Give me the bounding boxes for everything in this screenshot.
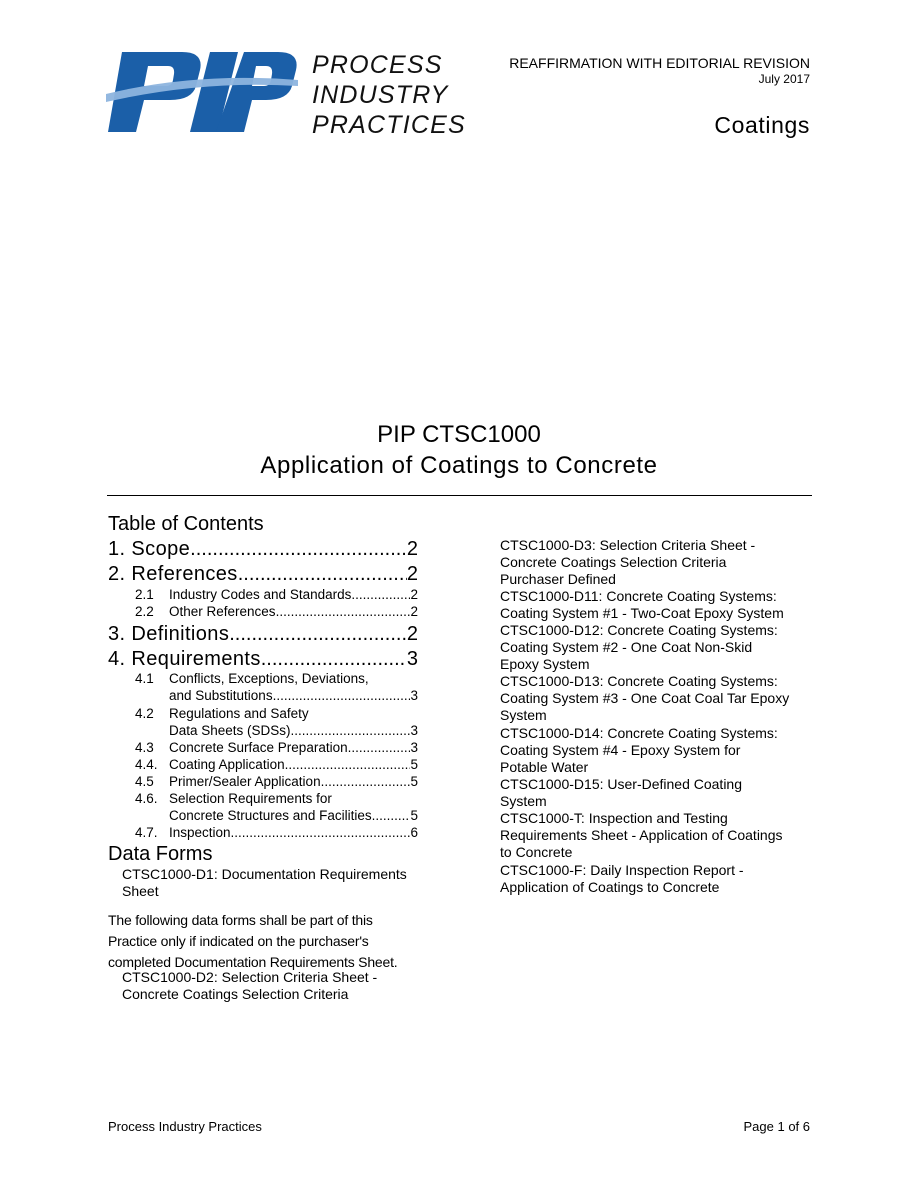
toc-section-label: 2. References bbox=[108, 563, 238, 585]
data-form-line: CTSC1000-D12: Concrete Coating Systems: bbox=[500, 622, 778, 638]
data-form-f[interactable] bbox=[500, 862, 744, 896]
toc-subsection-label: Concrete Surface Preparation bbox=[169, 740, 348, 755]
data-form-line: Purchaser Defined bbox=[500, 571, 616, 587]
data-form-line: System bbox=[500, 707, 547, 723]
logo-word-industry: INDUSTRY bbox=[312, 81, 449, 109]
toc-section-scope[interactable] bbox=[108, 537, 418, 561]
toc-page-number: 2 bbox=[406, 623, 418, 645]
toc-subsection-label: Primer/Sealer Application bbox=[169, 774, 321, 789]
toc-leader bbox=[348, 739, 411, 756]
data-form-d1[interactable] bbox=[122, 866, 407, 900]
data-form-d2[interactable] bbox=[122, 969, 377, 1003]
footer-publisher: Process Industry Practices bbox=[108, 1119, 262, 1134]
toc-leader bbox=[261, 647, 407, 671]
data-form-line: Potable Water bbox=[500, 759, 589, 775]
toc-subsection-4-3[interactable] bbox=[135, 739, 418, 756]
toc-subsection-4-1[interactable] bbox=[135, 670, 418, 704]
toc-subsection-number: 4.1 bbox=[135, 671, 154, 686]
toc-subsection-number: 4.7. bbox=[135, 825, 158, 840]
toc-subsection-4-2[interactable] bbox=[135, 705, 418, 739]
note-line: Practice only if indicated on the purchaser's bbox=[108, 933, 369, 949]
data-form-line: Requirements Sheet - Application of Coatings bbox=[500, 827, 783, 843]
data-form-t[interactable] bbox=[500, 810, 783, 861]
revision-status: REAFFIRMATION WITH EDITORIAL REVISION bbox=[509, 55, 810, 71]
toc-section-definitions[interactable] bbox=[108, 622, 418, 646]
toc-page-number: 2 bbox=[410, 604, 418, 619]
toc-leader bbox=[351, 586, 410, 603]
toc-page-number: 5 bbox=[410, 774, 418, 789]
toc-leader bbox=[229, 622, 407, 646]
data-form-d3[interactable] bbox=[500, 537, 755, 588]
toc-subsection-label: Coating Application bbox=[169, 757, 285, 772]
data-form-line: Application of Coatings to Concrete bbox=[500, 879, 720, 895]
toc-leader bbox=[372, 807, 411, 824]
toc-subsection-2-2[interactable] bbox=[135, 603, 418, 620]
toc-page-number: 3 bbox=[410, 723, 418, 738]
toc-subsection-label: Other References bbox=[169, 604, 276, 619]
toc-leader bbox=[273, 687, 411, 704]
logo-word-process: PROCESS bbox=[312, 51, 443, 79]
toc-subsection-number: 2.1 bbox=[135, 587, 154, 602]
data-forms-note bbox=[108, 910, 428, 973]
toc-subsection-label: Inspection bbox=[169, 825, 231, 840]
data-forms-heading: Data Forms bbox=[108, 843, 213, 865]
toc-subsection-number: 4.6. bbox=[135, 791, 158, 806]
toc-subsection-number: 4.5 bbox=[135, 774, 154, 789]
toc-leader bbox=[190, 537, 407, 561]
toc-subsection-number: 4.2 bbox=[135, 706, 154, 721]
toc-subsection-label: Conflicts, Exceptions, Deviations, bbox=[169, 671, 369, 686]
toc-subsection-label: Concrete Structures and Facilities bbox=[169, 808, 372, 823]
document-category: Coatings bbox=[714, 112, 810, 138]
toc-page-number: 3 bbox=[410, 688, 418, 703]
data-form-d15[interactable] bbox=[500, 776, 742, 810]
data-form-line: CTSC1000-D1: Documentation Requirements bbox=[122, 866, 407, 882]
data-form-d12[interactable] bbox=[500, 622, 778, 673]
document-title: Application of Coatings to Concrete bbox=[260, 452, 658, 479]
toc-leader bbox=[276, 603, 411, 620]
data-form-line: CTSC1000-D13: Concrete Coating Systems: bbox=[500, 673, 778, 689]
toc-leader bbox=[231, 824, 411, 841]
toc-page-number: 5 bbox=[410, 757, 418, 772]
data-form-d13[interactable] bbox=[500, 673, 789, 724]
data-form-line: Epoxy System bbox=[500, 656, 590, 672]
toc-section-label: 3. Definitions bbox=[108, 623, 230, 645]
toc-page-number: 2 bbox=[410, 587, 418, 602]
toc-leader bbox=[321, 773, 411, 790]
toc-section-requirements[interactable] bbox=[108, 647, 418, 671]
toc-section-label: 4. Requirements bbox=[108, 648, 261, 670]
toc-page-number: 6 bbox=[410, 825, 418, 840]
toc-leader bbox=[285, 756, 411, 773]
toc-heading: Table of Contents bbox=[108, 513, 264, 535]
footer-page-number: Page 1 of 6 bbox=[743, 1119, 810, 1134]
data-form-line: CTSC1000-D2: Selection Criteria Sheet - bbox=[122, 969, 378, 985]
toc-subsection-number: 4.4. bbox=[135, 757, 158, 772]
data-form-line: to Concrete bbox=[500, 844, 573, 860]
toc-subsection-4-6[interactable] bbox=[135, 790, 418, 824]
title-divider bbox=[107, 495, 812, 496]
data-form-d11[interactable] bbox=[500, 588, 784, 622]
data-form-line: Sheet bbox=[122, 883, 159, 899]
pip-logo-mark bbox=[106, 50, 298, 134]
toc-subsection-4-7[interactable] bbox=[135, 824, 418, 841]
toc-subsection-4-5[interactable] bbox=[135, 773, 418, 790]
toc-subsection-number: 4.3 bbox=[135, 740, 154, 755]
toc-page-number: 3 bbox=[406, 648, 418, 670]
revision-date: July 2017 bbox=[758, 72, 810, 86]
toc-subsection-2-1[interactable] bbox=[135, 586, 418, 603]
toc-page-number: 3 bbox=[410, 740, 418, 755]
toc-subsection-label: Selection Requirements for bbox=[169, 791, 332, 806]
toc-section-label: 1. Scope bbox=[108, 538, 191, 560]
toc-subsection-label: Industry Codes and Standards bbox=[169, 587, 352, 602]
note-line: The following data forms shall be part of this bbox=[108, 912, 373, 928]
data-form-d14[interactable] bbox=[500, 725, 778, 776]
toc-page-number: 2 bbox=[406, 563, 418, 585]
data-form-line: Coating System #1 - Two-Coat Epoxy System bbox=[500, 605, 784, 621]
toc-subsection-label: Regulations and Safety bbox=[169, 706, 309, 721]
toc-subsection-label: and Substitutions bbox=[169, 688, 273, 703]
data-form-line: CTSC1000-D11: Concrete Coating Systems: bbox=[500, 588, 777, 604]
data-form-line: Coating System #2 - One Coat Non-Skid bbox=[500, 639, 753, 655]
toc-leader bbox=[291, 722, 411, 739]
data-form-line: CTSC1000-D14: Concrete Coating Systems: bbox=[500, 725, 778, 741]
data-form-line: CTSC1000-D15: User-Defined Coating bbox=[500, 776, 742, 792]
data-form-line: Concrete Coatings Selection Criteria bbox=[122, 986, 349, 1002]
logo-wordmark bbox=[312, 50, 466, 140]
toc-page-number: 2 bbox=[406, 538, 418, 560]
toc-page-number: 5 bbox=[410, 808, 418, 823]
data-form-line: CTSC1000-D3: Selection Criteria Sheet - bbox=[500, 537, 756, 553]
note-line: completed Documentation Requirements Sheet. bbox=[108, 954, 398, 970]
data-form-line: System bbox=[500, 793, 547, 809]
data-form-line: CTSC1000-T: Inspection and Testing bbox=[500, 810, 728, 826]
document-code: PIP CTSC1000 bbox=[377, 421, 541, 448]
data-form-line: CTSC1000-F: Daily Inspection Report - bbox=[500, 862, 744, 878]
toc-leader bbox=[238, 562, 407, 586]
data-form-line: Concrete Coatings Selection Criteria bbox=[500, 554, 727, 570]
logo-word-practices: PRACTICES bbox=[312, 111, 466, 139]
toc-subsection-label: Data Sheets (SDSs) bbox=[169, 723, 291, 738]
toc-subsection-4-4[interactable] bbox=[135, 756, 418, 773]
data-form-line: Coating System #3 - One Coat Coal Tar Epoxy bbox=[500, 690, 790, 706]
toc-subsection-number: 2.2 bbox=[135, 604, 154, 619]
data-form-line: Coating System #4 - Epoxy System for bbox=[500, 742, 741, 758]
toc-section-references[interactable] bbox=[108, 562, 418, 586]
